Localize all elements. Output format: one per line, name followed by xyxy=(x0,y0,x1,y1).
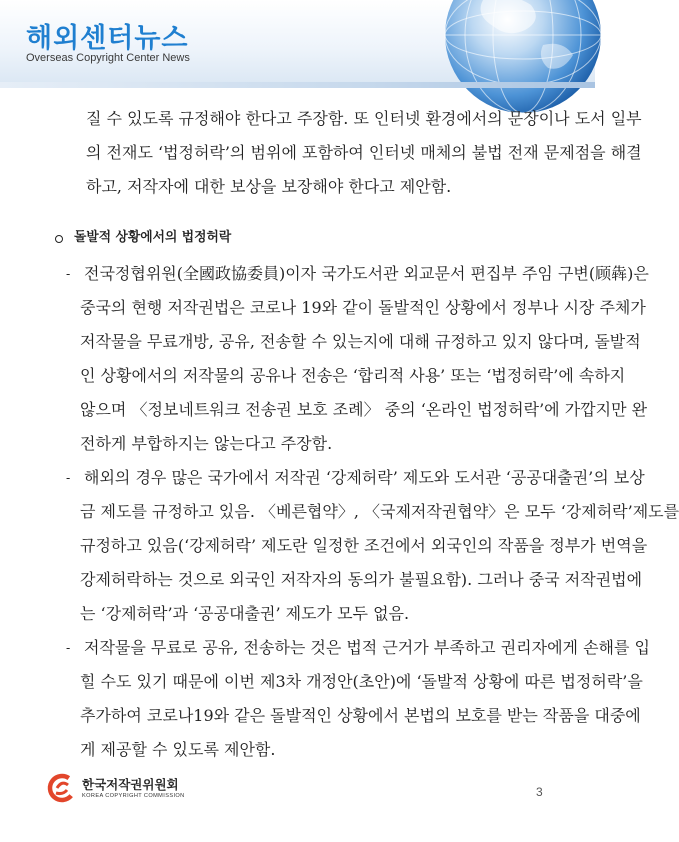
item-line: 저작물을 무료로 공유, 전송하는 것은 법적 근거가 부족하고 권리자에게 손해를 입 xyxy=(84,638,650,657)
item-line: 저작물을 무료개방, 공유, 전송할 수 있는지에 대해 규정하고 있지 않다며, 돌발적 xyxy=(80,332,641,351)
dash-marker: - xyxy=(66,640,71,655)
item-line: 않으며 〈정보네트워크 전송권 보호 조례〉 중의 ‘온라인 법정허락’에 가깝지만 완 xyxy=(80,400,648,419)
header-band xyxy=(0,82,595,88)
dash-marker: - xyxy=(66,266,71,281)
item-line: 규정하고 있음(‘강제허락’ 제도란 일정한 조건에서 외국인의 작품을 정부가 번역을 xyxy=(80,536,648,555)
intro-line: 의 전재도 ‘법정허락’의 범위에 포함하여 인터넷 매체의 불법 전재 문제점을 해결 xyxy=(86,143,642,162)
org-name-en: KOREA COPYRIGHT COMMISSION xyxy=(82,793,185,799)
kcc-logo-icon xyxy=(48,774,76,802)
section-heading: 돌발적 상황에서의 법정허락 xyxy=(74,230,232,245)
item-line: 전하게 부합하지는 않는다고 주장함. xyxy=(80,434,333,453)
item-line: 금 제도를 규정하고 있음. 〈베른협약〉, 〈국제저작권협약〉은 모두 ‘강제허락’제도를 xyxy=(80,502,679,521)
newsletter-title: 해외센터뉴스 xyxy=(26,23,189,54)
dash-marker: - xyxy=(66,470,71,485)
hollow-circle-bullet-icon xyxy=(55,233,65,243)
item-line: 전국정협위원(全國政協委員)이자 국가도서관 외교문서 편집부 주임 구변(顾犇)은 xyxy=(84,264,649,283)
page-header xyxy=(0,0,595,88)
item-line: 추가하여 코로나19와 같은 돌발적인 상황에서 본법의 보호를 받는 작품을 대중에 xyxy=(80,706,641,725)
item-line: 해외의 경우 많은 국가에서 저작권 ‘강제허락’ 제도와 도서관 ‘공공대출권’의 보상 xyxy=(84,468,645,487)
item-line: 중국의 현행 저작권법은 코로나 19와 같이 돌발적인 상황에서 정부나 시장 주체가 xyxy=(80,298,646,317)
intro-line: 하고, 저작자에 대한 보상을 보장해야 한다고 제안함. xyxy=(86,177,452,196)
newsletter-subtitle: Overseas Copyright Center News xyxy=(26,52,190,64)
intro-line: 질 수 있도록 규정해야 한다고 주장함. 또 인터넷 환경에서의 문장이나 도서 일부 xyxy=(86,109,642,128)
item-line: 힐 수도 있기 때문에 이번 제3차 개정안(초안)에 ‘돌발적 상황에 따른 법정허락’을 xyxy=(80,672,643,691)
item-line: 게 제공할 수 있도록 제안함. xyxy=(80,740,276,759)
page-number: 3 xyxy=(536,785,543,799)
item-line: 강제허락하는 것으로 외국인 저작자의 동의가 불필요함). 그러나 중국 저작권법에 xyxy=(80,570,643,589)
item-line: 인 상황에서의 저작물의 공유나 전송은 ‘합리적 사용’ 또는 ‘법정허락’에 속하지 xyxy=(80,366,626,385)
org-name: 한국저작권위원회 xyxy=(82,777,179,792)
item-line: 는 ‘강제허락’과 ‘공공대출권’ 제도가 모두 없음. xyxy=(80,604,410,623)
